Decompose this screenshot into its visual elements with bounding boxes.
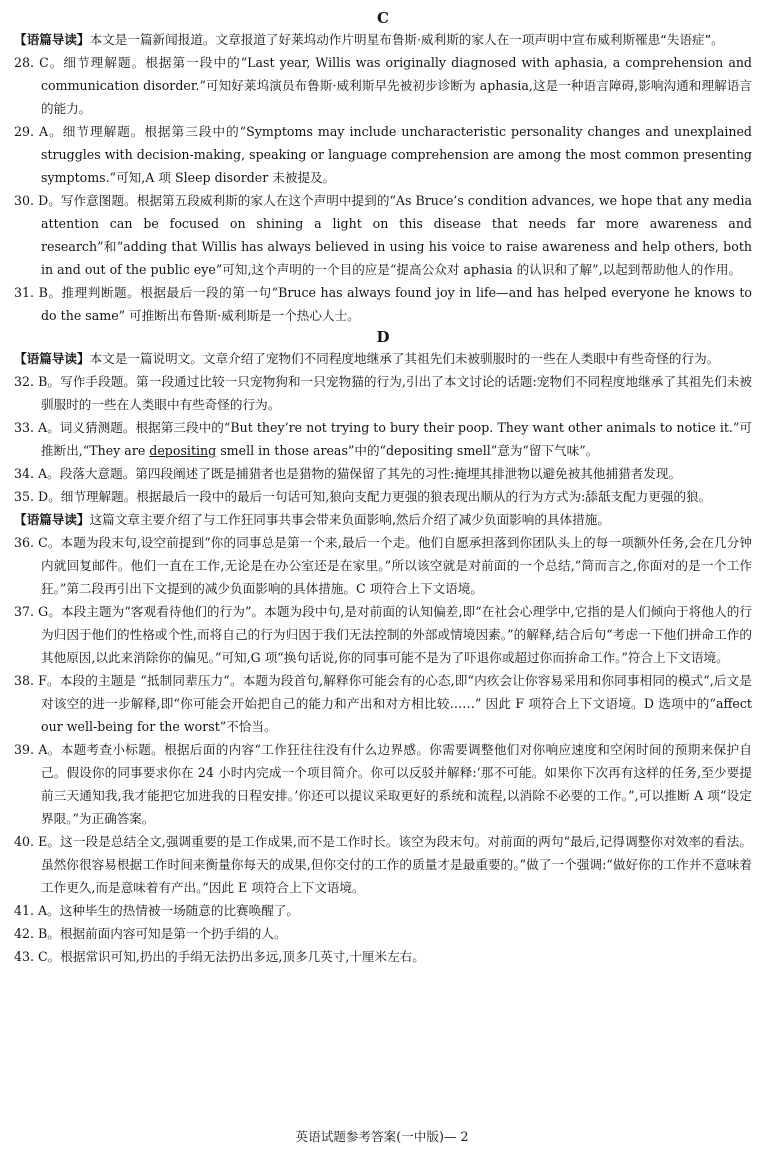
answer-29: 29. A。细节理解题。根据第三段中的“Symptoms may include uncharacteristic personality changes and unexplained struggles with decision-making, speaking or language comprehension are among the most common presenting symptoms.”可知,A 项 Sleep disorder 未被提及。 <box>14 124 752 185</box>
answer-43: 43. C。根据常识可知,扔出的手绢无法扔出多远,顶多几英寸,十厘米左右。 <box>14 949 425 964</box>
reading-guide-seven-choose-five <box>14 508 752 531</box>
section-heading-d: D <box>376 328 390 346</box>
guide-label: 【语篇导读】 <box>14 512 90 527</box>
answer-34: 34. A。段落大意题。第四段阐述了既是捕猎者也是猎物的猫保留了其先的习性:掩埋其排泄物以避免被其他捕猎者发现。 <box>14 466 682 481</box>
answer-39: 39. A。本题考查小标题。根据后面的内容“工作狂往往没有什么边界感。你需要调整他们对你响应速度和空闲时间的预期来保护自己。假设你的同事要求你在 24 小时内完成一个项目简介。你可以反驳并解释:‘那不可能。如果你下次再有这样的任务,至少要提前三天通知我,我才能把它加进我的日程安排。’你还可以提议采取更好的系统和流程,以消除不必要的工作。”,可以推断 A 项“设定界限。”为正确答案。 <box>14 742 752 826</box>
guide-text: 本文是一篇说明文。文章介绍了宠物们不同程度地继承了其祖先们未被驯服时的一些在人类眼中有些奇怪的行为。 <box>89 351 720 366</box>
answer-40: 40. E。这一段是总结全文,强调重要的是工作成果,而不是工作时长。该空为段末句。对前面的两句“最后,记得调整你对效率的看法。虽然你很容易根据工作时间来衡量你每天的成果,但你交付的工作的质量才是最重要的。”做了一个强调:“做好你的工作并不意味着工作更久,而是意味着有产出。”因此 E 项符合上下文语境。 <box>14 834 752 895</box>
answer-30: 30. D。写作意图题。根据第五段威利斯的家人在这个声明中提到的“As Bruce’s condition advances, we hope that any media attention can be focused on shining a light on this disease that needs far more awareness and research”和“adding that Willis has always believed in using his voice to raise awareness and help others, both in and out of the public eye”可知,这个声明的一个目的应是“提高公众对 aphasia 的认识和了解”,以起到帮助他人的作用。 <box>14 193 752 277</box>
answer-33 <box>14 416 752 462</box>
answer-28: 28. C。细节理解题。根据第一段中的“Last year, Willis was originally diagnosed with aphasia, a comprehension and communication disorder.”可知好莱坞演员布鲁斯·威利斯早先被初步诊断为 aphasia,这是一种语言障碍,影响沟通和理解语言的能力。 <box>14 55 752 116</box>
answer-36: 36. C。本题为段末句,设空前提到“你的同事总是第一个来,最后一个走。他们自愿承担落到你团队头上的每一项额外任务,会在几分钟内就回复邮件。他们一直在工作,无论是在办公室还是在家里。”所以该空就是对前面的一个总结,“简而言之,你面对的是一个工作狂。”第二段再引出下文提到的减少负面影响的具体措施。C 项符合上下文语境。 <box>14 535 752 596</box>
reading-guide-d <box>14 347 752 370</box>
answer-32: 32. B。写作手段题。第一段通过比较一只宠物狗和一只宠物猫的行为,引出了本文讨论的话题:宠物们不同程度地继承了其祖先们未被驯服时的一些在人类眼中有些奇怪的行为。 <box>14 374 752 412</box>
underlined-word: depositing <box>149 443 217 458</box>
guide-label: 【语篇导读】 <box>14 351 90 366</box>
guide-text: 这篇文章主要介绍了与工作狂同事共事会带来负面影响,然后介绍了减少负面影响的具体措施。 <box>89 512 610 527</box>
answer-31: 31. B。推理判断题。根据最后一段的第一句“Bruce has always found joy in life—and has helped everyone he knows to do the same” 可推断出布鲁斯·威利斯是一个热心人士。 <box>14 285 752 323</box>
answer-page <box>14 8 752 968</box>
answer-41: 41. A。这种毕生的热情被一场随意的比赛唤醒了。 <box>14 903 300 918</box>
answer-33-text-after: smell in those areas”中的“depositing smell”意为“留下气味”。 <box>216 443 599 458</box>
answer-35: 35. D。细节理解题。根据最后一段中的最后一句话可知,狼向支配力更强的狼表现出顺从的行为方式为:舔舐支配力更强的狼。 <box>14 489 712 504</box>
reading-guide-c <box>14 28 752 51</box>
guide-label: 【语篇导读】 <box>14 32 90 47</box>
answer-42: 42. B。根据前面内容可知是第一个扔手绢的人。 <box>14 926 287 941</box>
page-footer: 英语试题参考答案(一中版)— 2 <box>295 1129 469 1144</box>
answer-33-text-before: 33. A。词义猜测题。根据第三段中的“But they’re not trying to bury their poop. They want other animals to notice it.”可推断出,“They are <box>14 420 752 458</box>
section-heading-c: C <box>377 9 389 27</box>
answer-37: 37. G。本段主题为“客观看待他们的行为”。本题为段中句,是对前面的认知偏差,即“在社会心理学中,它指的是人们倾向于将他人的行为归因于他们的性格或个性,而将自己的行为归因于我们无法控制的外部或情境因素。”的解释,结合后句“考虑一下他们拼命工作的其他原因,以此来消除你的偏见。”可知,G 项“换句话说,你的同事可能不是为了吓退你或超过你而拚命工作。”符合上下文语境。 <box>14 604 752 665</box>
answer-38: 38. F。本段的主题是 “抵制同辈压力”。本题为段首句,解释你可能会有的心态,即“内疚会让你容易采用和你同事相同的模式”,后文是对该空的进一步解释,即“你可能会开始把自己的能力和产出和对方相比较……” 因此 F 项符合上下文语境。D 选项中的“affect our well-being for the worst”不恰当。 <box>14 673 752 734</box>
guide-text: 本文是一篇新闻报道。文章报道了好莱坞动作片明星布鲁斯·威利斯的家人在一项声明中宣布威利斯罹患“失语症”。 <box>89 32 724 47</box>
